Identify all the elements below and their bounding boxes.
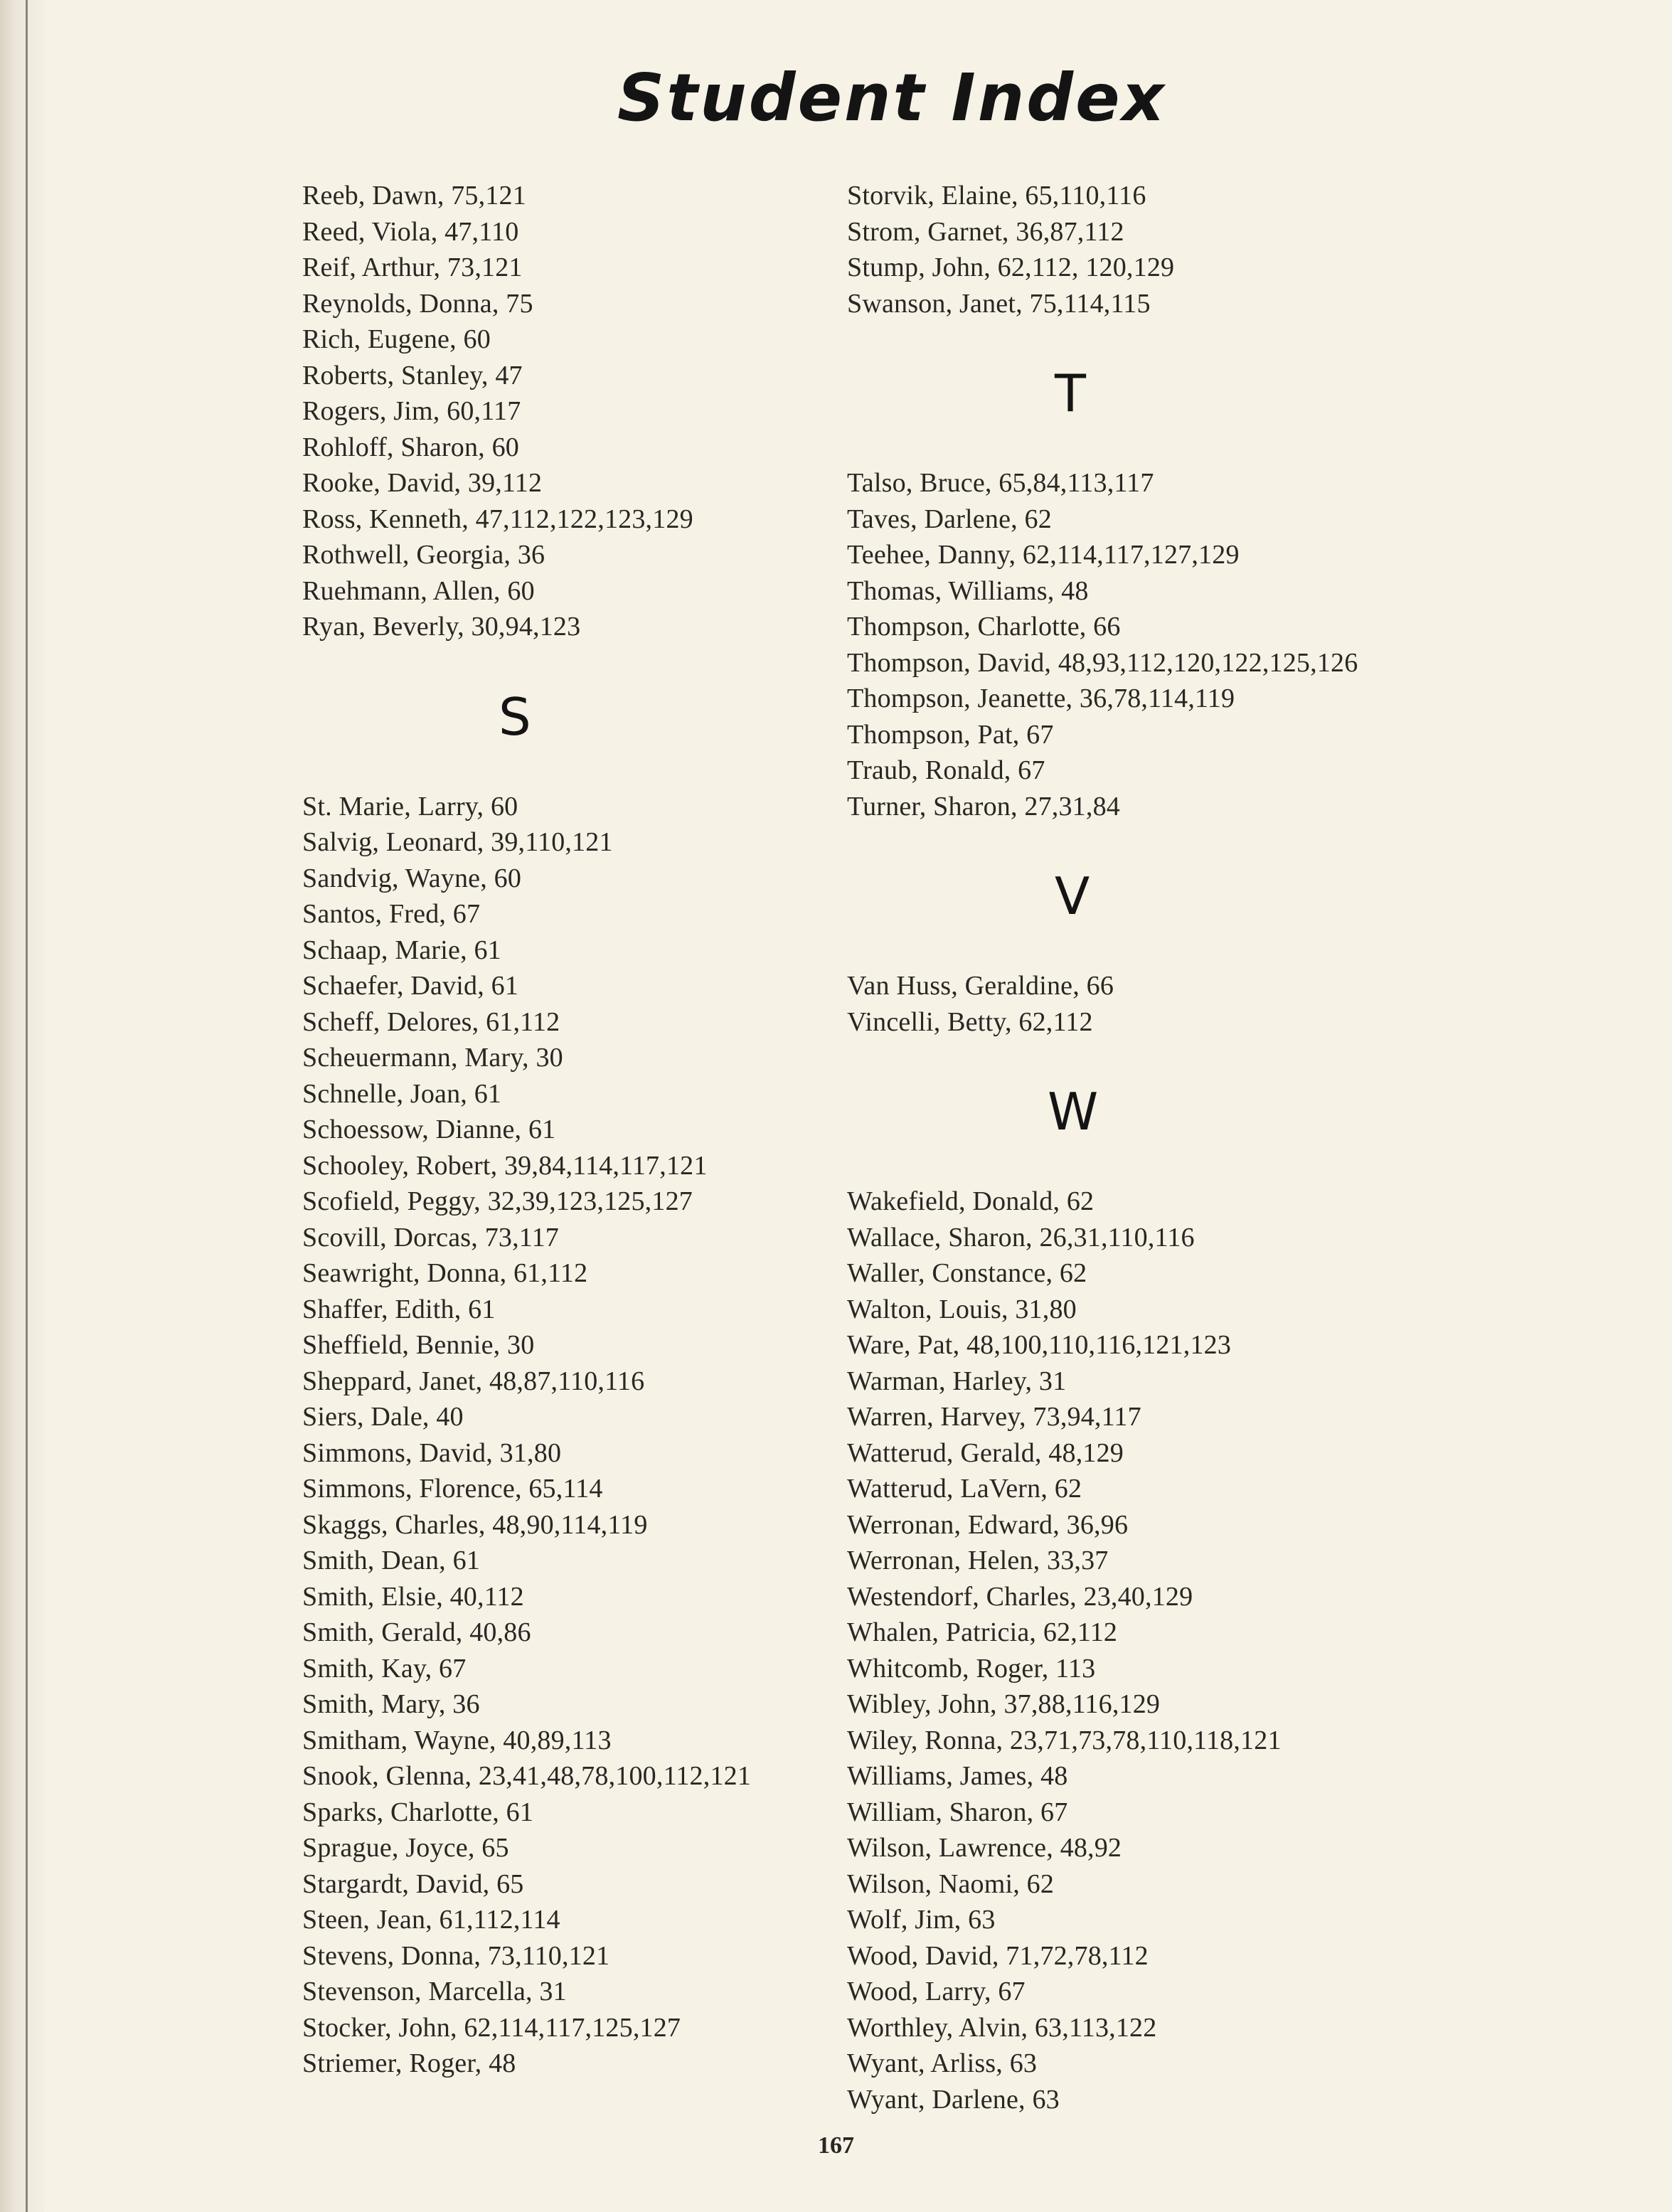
index-entry: Stocker, John, 62,114,117,125,127 (302, 2012, 681, 2043)
index-entry: Simmons, Florence, 65,114 (302, 1474, 603, 1504)
index-entry: Scofield, Peggy, 32,39,123,125,127 (302, 1186, 693, 1216)
index-entry: Thomas, Williams, 48 (847, 575, 1089, 606)
index-entry: Schooley, Robert, 39,84,114,117,121 (302, 1150, 708, 1181)
index-entry: Strom, Garnet, 36,87,112 (847, 216, 1124, 247)
index-entry: Warren, Harvey, 73,94,117 (847, 1402, 1141, 1432)
index-entry: Sheffield, Bennie, 30 (302, 1330, 535, 1360)
index-entry: Smith, Elsie, 40,112 (302, 1581, 524, 1612)
index-entry: Schaefer, David, 61 (302, 971, 519, 1001)
index-entry: Stargardt, David, 65 (302, 1868, 524, 1899)
page-title: Student Index (617, 60, 1166, 136)
index-entry: Thompson, Pat, 67 (847, 719, 1054, 750)
index-entry: Warman, Harley, 31 (847, 1366, 1067, 1396)
index-entry: Roberts, Stanley, 47 (302, 360, 523, 390)
index-entry: Scheuermann, Mary, 30 (302, 1043, 563, 1073)
index-entry: Santos, Fred, 67 (302, 899, 481, 929)
index-entry: Sheppard, Janet, 48,87,110,116 (302, 1366, 645, 1396)
index-entry: Teehee, Danny, 62,114,117,127,129 (847, 540, 1240, 570)
page-number: 167 (818, 2132, 854, 2159)
index-entry: Steen, Jean, 61,112,114 (302, 1905, 560, 1935)
index-entry: Stevens, Donna, 73,110,121 (302, 1940, 610, 1971)
index-entry: Whitcomb, Roger, 113 (847, 1653, 1096, 1684)
index-entry: Stump, John, 62,112, 120,129 (847, 252, 1175, 282)
index-entry: Wolf, Jim, 63 (847, 1905, 996, 1935)
index-entry: Sandvig, Wayne, 60 (302, 863, 522, 893)
index-entry: Thompson, Jeanette, 36,78,114,119 (847, 684, 1235, 713)
index-entry: Rich, Eugene, 60 (302, 324, 491, 354)
index-entry: Smith, Kay, 67 (302, 1653, 467, 1684)
index-entry: Wyant, Darlene, 63 (847, 2084, 1060, 2115)
index-entry: Sprague, Joyce, 65 (302, 1833, 509, 1863)
index-entry: Worthley, Alvin, 63,113,122 (847, 2012, 1157, 2043)
index-entry: Werronan, Helen, 33,37 (847, 1546, 1109, 1575)
binding-line (26, 0, 28, 2212)
index-entry: William, Sharon, 67 (847, 1797, 1068, 1827)
index-entry: Smith, Gerald, 40,86 (302, 1617, 531, 1647)
index-entry: Swanson, Janet, 75,114,115 (847, 288, 1151, 319)
index-entry: Rogers, Jim, 60,117 (302, 396, 521, 426)
index-entry: Watterud, Gerald, 48,129 (847, 1437, 1124, 1468)
index-entry: Schoessow, Dianne, 61 (302, 1115, 556, 1144)
index-entry: Wiley, Ronna, 23,71,73,78,110,118,121 (847, 1725, 1282, 1755)
index-entry: Smith, Mary, 36 (302, 1689, 480, 1719)
index-entry: Skaggs, Charles, 48,90,114,119 (302, 1509, 648, 1540)
index-entry: Salvig, Leonard, 39,110,121 (302, 827, 613, 857)
index-entry: Van Huss, Geraldine, 66 (847, 971, 1114, 1001)
index-entry: Walton, Louis, 31,80 (847, 1294, 1077, 1324)
index-entry: Wakefield, Donald, 62 (847, 1186, 1095, 1216)
index-entry: Schaap, Marie, 61 (302, 935, 501, 965)
index-entry: Thompson, Charlotte, 66 (847, 612, 1121, 642)
index-entry: Scovill, Dorcas, 73,117 (302, 1222, 559, 1253)
index-entry: Wood, Larry, 67 (847, 1977, 1026, 2006)
index-entry: Smitham, Wayne, 40,89,113 (302, 1725, 612, 1755)
index-entry: Wyant, Arliss, 63 (847, 2048, 1038, 2078)
index-entry: Ware, Pat, 48,100,110,116,121,123 (847, 1330, 1232, 1360)
index-entry: Whalen, Patricia, 62,112 (847, 1617, 1118, 1647)
index-entry: Seawright, Donna, 61,112 (302, 1258, 588, 1288)
index-entry: Schnelle, Joan, 61 (302, 1078, 502, 1109)
index-entry: Rooke, David, 39,112 (302, 468, 543, 498)
index-entry: Wallace, Sharon, 26,31,110,116 (847, 1222, 1195, 1253)
index-entry: Westendorf, Charles, 23,40,129 (847, 1581, 1193, 1612)
index-entry: Snook, Glenna, 23,41,48,78,100,112,121 (302, 1761, 752, 1791)
index-entry: Wilson, Lawrence, 48,92 (847, 1833, 1122, 1863)
index-entry: Wibley, John, 37,88,116,129 (847, 1689, 1161, 1719)
index-entry: Storvik, Elaine, 65,110,116 (847, 181, 1146, 211)
index-entry: Talso, Bruce, 65,84,113,117 (847, 468, 1154, 498)
index-entry: Werronan, Edward, 36,96 (847, 1509, 1129, 1540)
index-entry: Scheff, Delores, 61,112 (302, 1006, 560, 1037)
index-entry: Vincelli, Betty, 62,112 (847, 1006, 1093, 1037)
index-entry: Wood, David, 71,72,78,112 (847, 1940, 1149, 1971)
page-binding-edge (0, 0, 44, 2212)
section-letter-t: T (1055, 363, 1086, 423)
index-entry: Ryan, Beverly, 30,94,123 (302, 612, 581, 642)
index-entry: Ruehmann, Allen, 60 (302, 575, 535, 606)
index-entry: Reynolds, Donna, 75 (302, 288, 533, 319)
index-entry: Turner, Sharon, 27,31,84 (847, 791, 1120, 821)
index-entry: Siers, Dale, 40 (302, 1402, 464, 1432)
index-entry: Rothwell, Georgia, 36 (302, 540, 545, 570)
index-entry: Reed, Viola, 47,110 (302, 216, 519, 247)
index-entry: Waller, Constance, 62 (847, 1258, 1087, 1288)
index-entry: Reif, Arthur, 73,121 (302, 252, 523, 282)
index-entry: Striemer, Roger, 48 (302, 2048, 516, 2078)
section-letter-v: V (1055, 866, 1090, 926)
index-entry: Ross, Kenneth, 47,112,122,123,129 (302, 504, 693, 534)
index-entry: Taves, Darlene, 62 (847, 504, 1052, 534)
index-entry: Sparks, Charlotte, 61 (302, 1797, 534, 1827)
index-entry: Thompson, David, 48,93,112,120,122,125,126 (847, 647, 1358, 678)
section-letter-w: W (1048, 1082, 1099, 1142)
index-entry: Wilson, Naomi, 62 (847, 1868, 1055, 1899)
index-entry: Traub, Ronald, 67 (847, 755, 1045, 785)
index-entry: Reeb, Dawn, 75,121 (302, 181, 526, 211)
index-entry: Simmons, David, 31,80 (302, 1437, 562, 1468)
index-entry: Williams, James, 48 (847, 1761, 1068, 1791)
index-entry: Rohloff, Sharon, 60 (302, 432, 519, 462)
section-letter-s: S (499, 686, 531, 747)
index-entry: Watterud, LaVern, 62 (847, 1474, 1082, 1504)
index-entry: Smith, Dean, 61 (302, 1546, 480, 1575)
index-column-left (302, 178, 751, 2082)
index-entry: Stevenson, Marcella, 31 (302, 1977, 567, 2006)
index-entry: St. Marie, Larry, 60 (302, 791, 518, 821)
index-entry: Shaffer, Edith, 61 (302, 1294, 496, 1324)
index-column-right (847, 178, 1358, 2117)
